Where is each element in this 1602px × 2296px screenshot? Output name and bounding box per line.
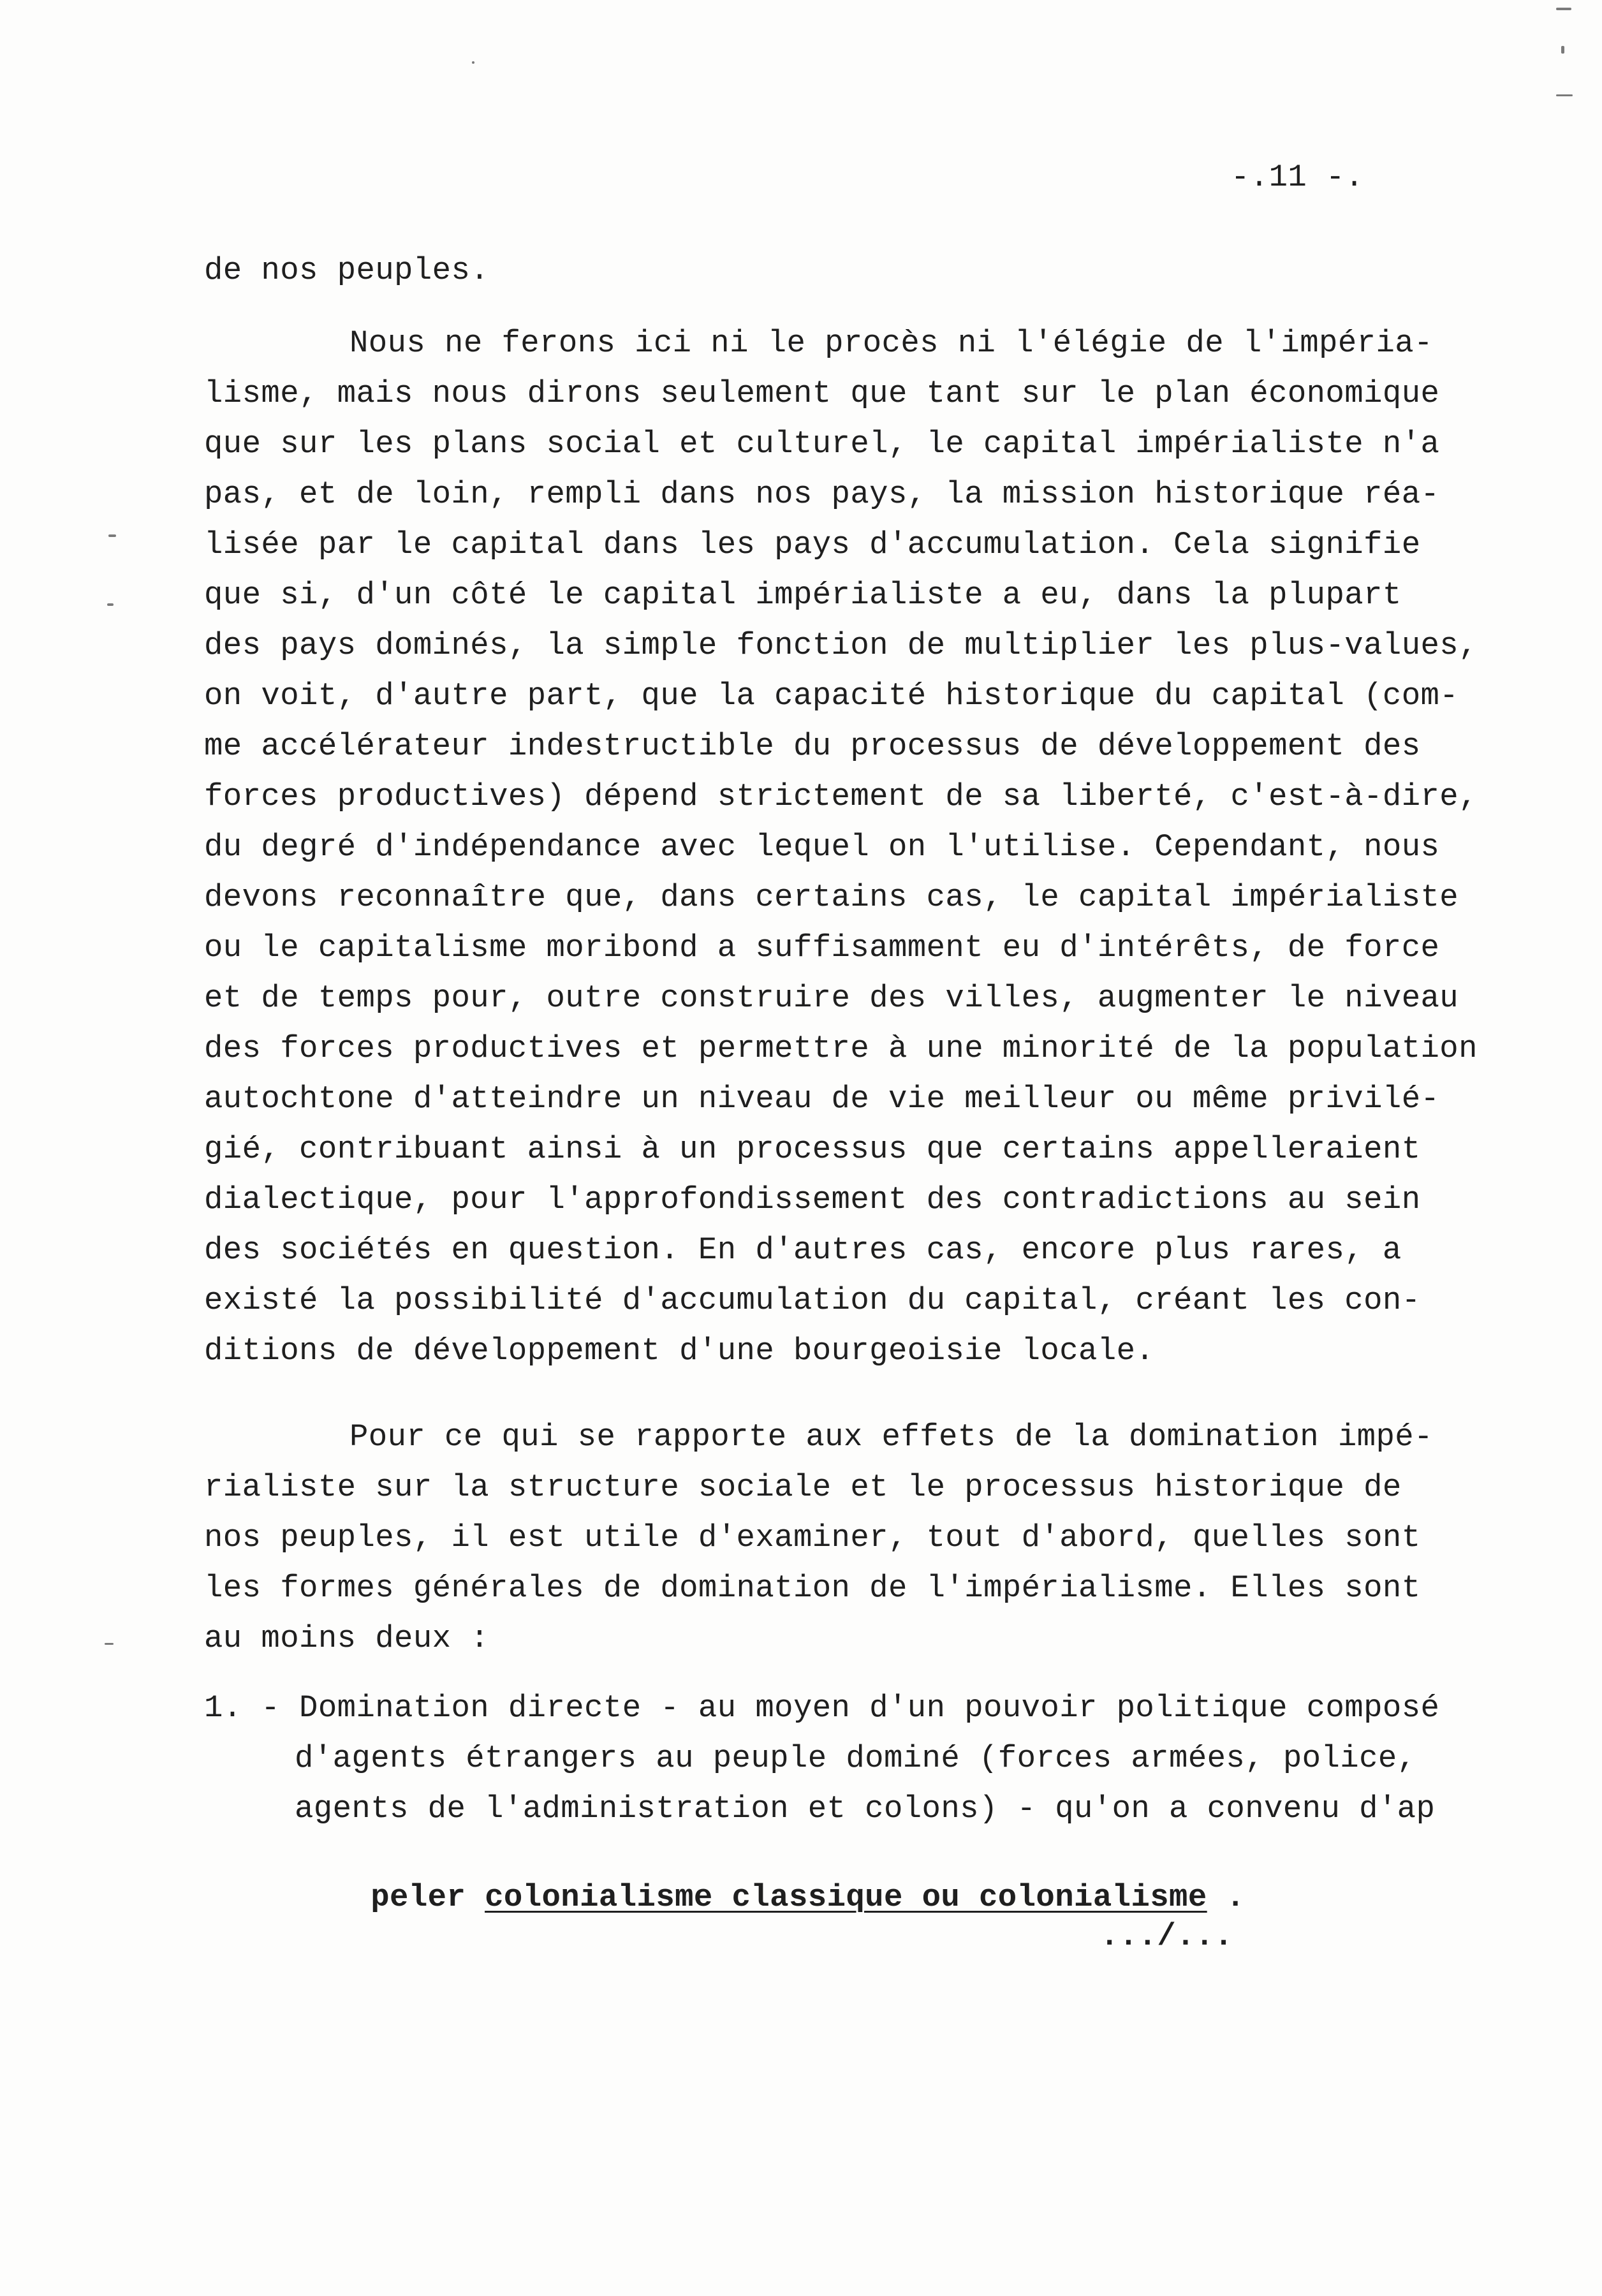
text-line: que si, d'un côté le capital impérialiste a eu, dans la plupart — [204, 577, 1402, 613]
continuation-mark: .../... — [1100, 1918, 1233, 1954]
text-line: et de temps pour, outre construire des villes, augmenter le niveau — [204, 980, 1459, 1016]
scan-mark — [105, 1643, 114, 1645]
scan-mark — [472, 61, 474, 64]
text-fragment: peler — [371, 1880, 485, 1915]
text-line: pas, et de loin, rempli dans nos pays, la mission historique réa- — [204, 476, 1440, 512]
text-line: des sociétés en question. En d'autres cas, encore plus rares, a — [204, 1232, 1402, 1268]
text-line: Nous ne ferons ici ni le procès ni l'élégie de l'impéria- — [349, 325, 1433, 361]
text-line: nos peuples, il est utile d'examiner, tout d'abord, quelles sont — [204, 1520, 1421, 1556]
text-line: de nos peuples. — [204, 253, 490, 288]
scan-mark — [108, 534, 116, 537]
text-line: existé la possibilité d'accumulation du capital, créant les con- — [204, 1283, 1421, 1318]
text-line: devons reconnaître que, dans certains cas, le capital impérialiste — [204, 879, 1459, 915]
list-item-1: 1. - Domination directe - au moyen d'un pouvoir politique composé — [204, 1690, 1440, 1726]
text-line: rialiste sur la structure sociale et le processus historique de — [204, 1469, 1402, 1505]
text-line: autochtone d'atteindre un niveau de vie meilleur ou même privilé- — [204, 1081, 1440, 1117]
text-line: des pays dominés, la simple fonction de multiplier les plus-values, — [204, 628, 1478, 663]
text-line: me accélérateur indestructible du processus de développement des — [204, 728, 1421, 764]
scan-mark — [1556, 8, 1571, 10]
text-line: forces productives) dépend strictement de sa liberté, c'est-à-dire, — [204, 779, 1478, 814]
text-line: lisée par le capital dans les pays d'accumulation. Cela signifie — [204, 527, 1421, 563]
underlined-term: colonialisme classique ou colonialisme — [485, 1880, 1207, 1915]
text-line: ditions de développement d'une bourgeoisie locale. — [204, 1333, 1155, 1369]
scan-mark — [1556, 94, 1573, 96]
text-fragment: . — [1207, 1880, 1246, 1915]
text-line: les formes générales de domination de l'impérialisme. Elles sont — [204, 1570, 1421, 1606]
text-line: lisme, mais nous dirons seulement que tant sur le plan économique — [204, 376, 1440, 411]
page-number: -.11 -. — [1231, 159, 1364, 195]
text-line: agents de l'administration et colons) - qu'on a convenu d'ap — [295, 1791, 1436, 1827]
text-line: dialectique, pour l'approfondissement des contradictions au sein — [204, 1182, 1421, 1218]
text-line: gié, contribuant ainsi à un processus que certains appelleraient — [204, 1131, 1421, 1167]
text-line: Pour ce qui se rapporte aux effets de la domination impé- — [349, 1419, 1433, 1455]
text-line: on voit, d'autre part, que la capacité historique du capital (com- — [204, 678, 1459, 714]
text-line: au moins deux : — [204, 1621, 490, 1656]
text-line: ou le capitalisme moribond a suffisamment eu d'intérêts, de force — [204, 930, 1440, 966]
scan-mark — [107, 603, 114, 606]
text-line: des forces productives et permettre à une minorité de la population — [204, 1031, 1478, 1066]
text-line: d'agents étrangers au peuple dominé (forces armées, police, — [295, 1740, 1416, 1776]
text-line: que sur les plans social et culturel, le capital impérialiste n'a — [204, 426, 1440, 462]
text-line: du degré d'indépendance avec lequel on l'utilise. Cependant, nous — [204, 829, 1440, 865]
scan-mark — [1561, 46, 1564, 54]
